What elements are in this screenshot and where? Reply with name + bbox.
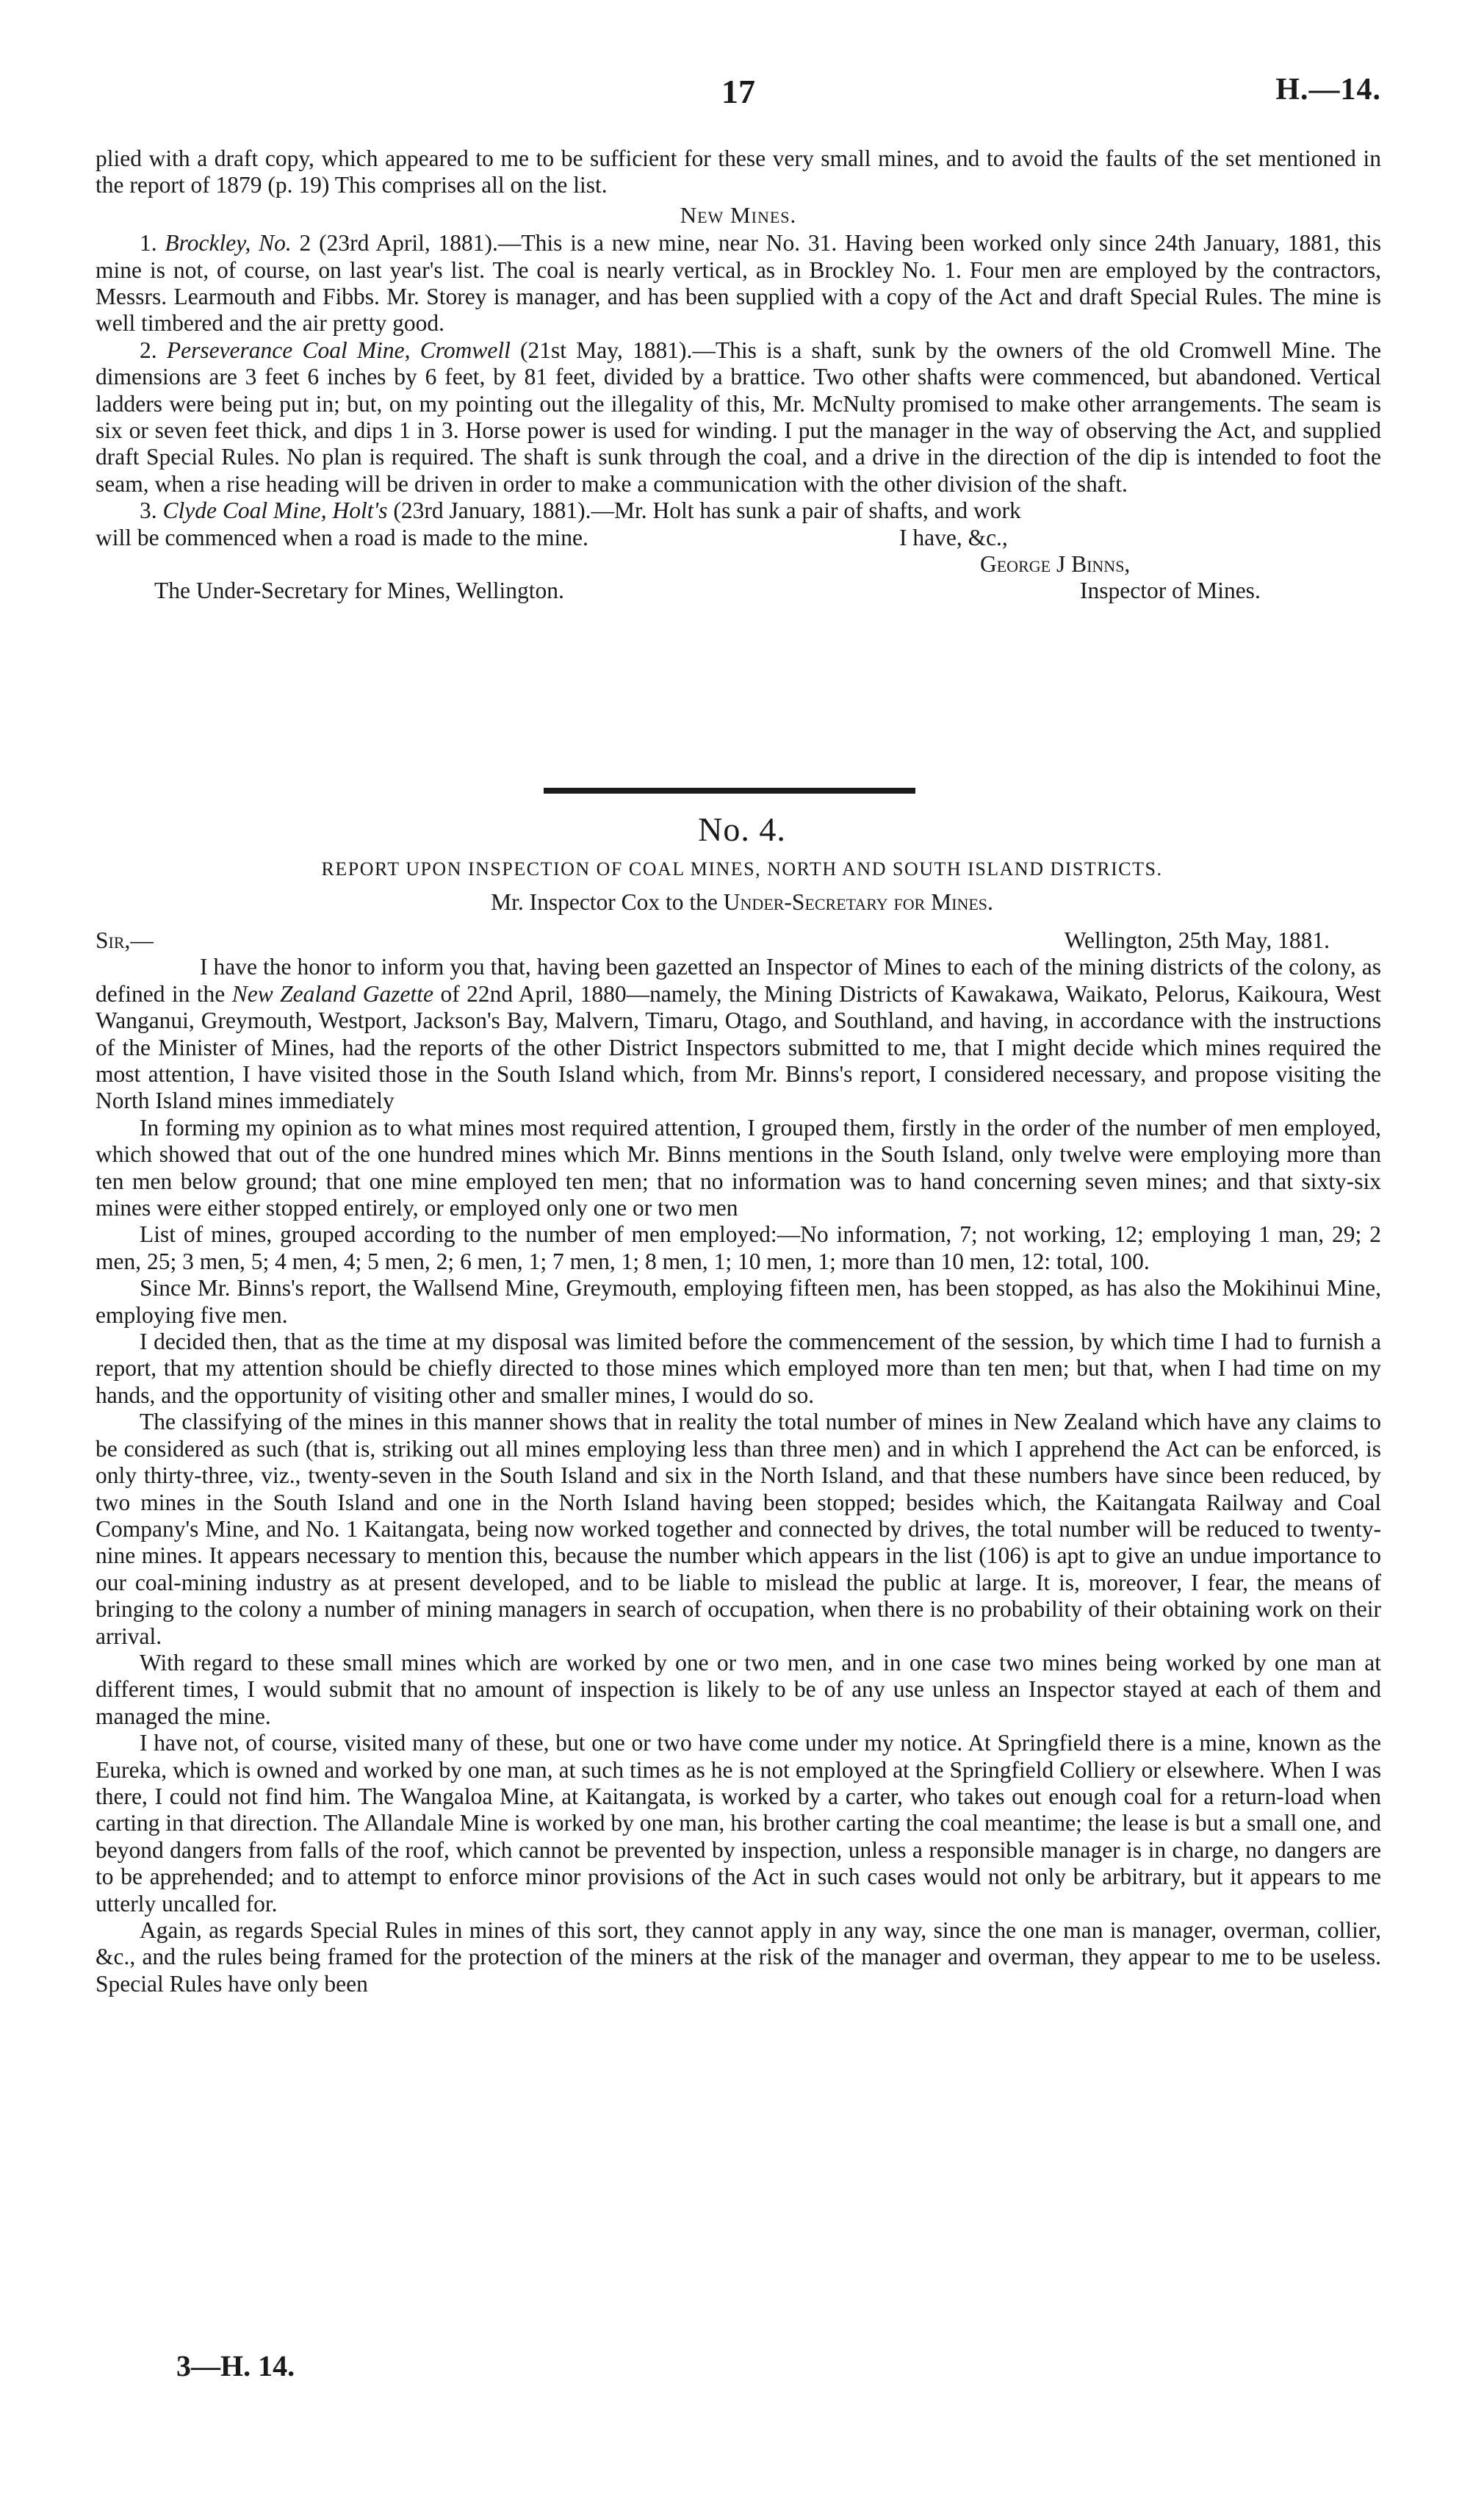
entry-3-last-line: will be commenced when a road is made to the mine.	[96, 524, 588, 550]
closing-phrase: I have, &c.,	[899, 524, 1008, 550]
report-paragraph-9: Again, as regards Special Rules in mines of this sort, they cannot apply in any way, since the one man is manager, overman, collier, &c., and the rules being framed for the protection of the miners at the risk of the manager and overman, they appear to me to be useless. Special Rules have only been	[96, 1917, 1381, 1997]
report-title: REPORT UPON INSPECTION OF COAL MINES, NORTH AND SOUTH ISLAND DISTRICTS.	[321, 858, 1163, 880]
continued-paragraph: plied with a draft copy, which appeared to me to be sufficient for these very small mines, and to avoid the faults of the set mentioned in the report of 1879 (p. 19) This comprises all on the list.	[96, 146, 1381, 198]
entry-text: (21st May, 1881).—This is a shaft, sunk by the owners of the old Cromwell Mine. The dimensions are 3 feet 6 inches by 6 feet, by 81 feet, divided by a brattice. Two other shafts were commenced, but abandoned. Vertical ladders were being put in; but, on my pointing out the illegality of this, Mr. McNulty promised to make other arrangements. The seam is six or seven feet thick, and dips 1 in 3. Horse power is used for winding. I put the manager in the way of observing the Act, and supplied draft Special Rules. No plan is required. The shaft is sunk through the coal, and a drive in the direction of the dip is intended to foot the seam, when a rise heading will be driven in order to make a communication with the other division of the shaft.	[96, 337, 1382, 497]
document-code: H.—14.	[1275, 73, 1381, 107]
page-number: 17	[721, 73, 755, 110]
footer-signature: 3—H. 14.	[176, 2349, 295, 2382]
entry-number: 3.	[140, 498, 157, 524]
report-paragraph-3: List of mines, grouped according to the number of men employed:—No information, 7; not working, 12; employing 1 man, 29; 2 men, 25; 3 men, 5; 4 men, 4; 5 men, 2; 6 men, 1; 7 men, 1; 8 men, 1; 10 men, 1; more than 10 men, 12: total, 100.	[96, 1221, 1381, 1274]
salutation-row	[96, 927, 1381, 954]
mine-entry-2	[96, 337, 1381, 498]
mine-name: Perseverance Coal Mine, Cromwell	[166, 337, 511, 363]
mine-entry-1	[96, 230, 1381, 337]
mine-name: Clyde Coal Mine, Holt's	[162, 498, 388, 524]
mine-entry-3	[96, 498, 1381, 524]
report-number: No. 4.	[698, 811, 786, 848]
report-paragraph-6: The classifying of the mines in this manner shows that in reality the total number of mines in New Zealand which have any claims to be considered as such (that is, striking out all mines employing less than three men) and in which I apprehend the Act can be enforced, is only thirty-three, viz., twenty-seven in the South Island and six in the North Island, and that these numbers have since been reduced, by two mines in the South Island and one in the North Island having been stopped; besides which, the Kaitangata Railway and Coal Company's Mine, and No. 1 Kaitangata, being now worked together and connected by drives, the total number will be reduced to twenty-nine mines. It appears necessary to mention this, because the number which appears in the list (106) is apt to give an undue importance to our coal-mining industry as at present developed, and to be liable to mislead the public at large. It is, moreover, I fear, the means of bringing to the colony a number of mining managers in search of occupation, when there is no probability of their obtaining work on their arrival.	[96, 1409, 1381, 1649]
top-section	[96, 146, 1381, 606]
report-paragraph-8: I have not, of course, visited many of these, but one or two have come under my notice. At Springfield there is a mine, known as the Eureka, which is owned and worked by one man, at such times as he is not employed at the Springfield Colliery or elsewhere. When I was there, I could not find him. The Wangaloa Mine, at Kaitangata, is worked by a carter, who takes out enough coal for a return-load when carting in that direction. The Allandale Mine is worked by one man, his brother carting the coal meantime; the lease is but a small one, and beyond dangers from falls of the roof, which cannot be prevented by inspection, unless a responsible manager is in charge, no dangers are to be apprehended; and to attempt to enforce minor provisions of the Act in such cases would not only be arbitrary, but it appears to me utterly uncalled for.	[96, 1730, 1381, 1917]
signatory-title: Inspector of Mines.	[1080, 577, 1261, 603]
section-divider	[544, 788, 915, 794]
subtitle-recipient: Under-Secretary for Mines.	[723, 889, 993, 915]
salutation: Sir,—	[96, 927, 154, 953]
new-mines-heading: New Mines.	[680, 201, 797, 228]
signatory-name: George J Binns,	[980, 550, 1131, 577]
report-body	[96, 927, 1381, 1997]
dateline: Wellington, 25th May, 1881.	[1064, 927, 1330, 953]
para1-start: I have the honor to inform you that, having been gazetted an Inspector of Mines to each of the mining districts of the colony, as defined in the	[96, 954, 1381, 1007]
report-paragraph-4: Since Mr. Binns's report, the Wallsend Mine, Greymouth, employing fifteen men, has been stopped, as has also the Mokihinui Mine, employing five men.	[96, 1275, 1381, 1328]
entry-number: 2.	[140, 337, 157, 363]
para1-end: of 22nd April, 1880—namely, the Mining Districts of Kawakawa, Waikato, Pelorus, Kaikoura, West Wanganui, Greymouth, Westport, Jackson's Bay, Malvern, Timaru, Otago, and Southland, and having, in accordance with the instructions of the Minister of Mines, had the reports of the other District Inspectors submitted to me, that I might decide which mines required the most attention, I have visited those in the South Island which, from Mr. Binns's report, I considered necessary, and propose visiting the North Island mines immediately	[96, 980, 1381, 1114]
entry-text: (23rd January, 1881).—Mr. Holt has sunk a pair of shafts, and work	[387, 498, 1021, 524]
gazette-title: New Zealand Gazette	[231, 980, 434, 1007]
signature-block	[96, 525, 1381, 606]
report-paragraph-5: I decided then, that as the time at my disposal was limited before the commencement of the session, by which time I had to furnish a report, that my attention should be chiefly directed to those mines which employed more than ten men; but that, when I had time on my hands, and the opportunity of visiting other and smaller mines, I would do so.	[96, 1329, 1381, 1408]
entry-number: 1.	[140, 230, 157, 256]
report-paragraph-7: With regard to these small mines which are worked by one or two men, and in one case two mines being worked by one man at different times, I would submit that no amount of inspection is likely to be of any use unless an Inspector stayed at each of them and managed the mine.	[96, 1649, 1381, 1729]
page-header	[96, 72, 1381, 116]
entry-text: 2 (23rd April, 1881).—This is a new mine, near No. 31. Having been worked only since 24th January, 1881, this mine is not, of course, on last year's list. The coal is nearly vertical, as in Brockley No. 1. Four men are employed by the contractors, Messrs. Learmouth and Fibbs. Mr. Storey is manager, and has been supplied with a copy of the Act and draft Special Rules. The mine is well timbered and the air pretty good.	[96, 230, 1381, 337]
report-subtitle	[0, 889, 1484, 916]
report-paragraph-2: In forming my opinion as to what mines most required attention, I grouped them, firstly in the order of the number of men employed, which showed that out of the one hundred mines which Mr. Binns mentions in the South Island, only twelve were employing more than ten men below ground; that one mine employed ten men; that no information was to hand concerning seven mines; and that sixty-six mines were either stopped entirely, or employed only one or two men	[96, 1114, 1381, 1221]
addressee: The Under-Secretary for Mines, Wellington.	[154, 577, 564, 603]
subtitle-prefix: Mr. Inspector Cox to the	[491, 889, 724, 915]
mine-name: Brockley, No.	[165, 230, 292, 256]
report-paragraph-1	[96, 954, 1381, 1114]
